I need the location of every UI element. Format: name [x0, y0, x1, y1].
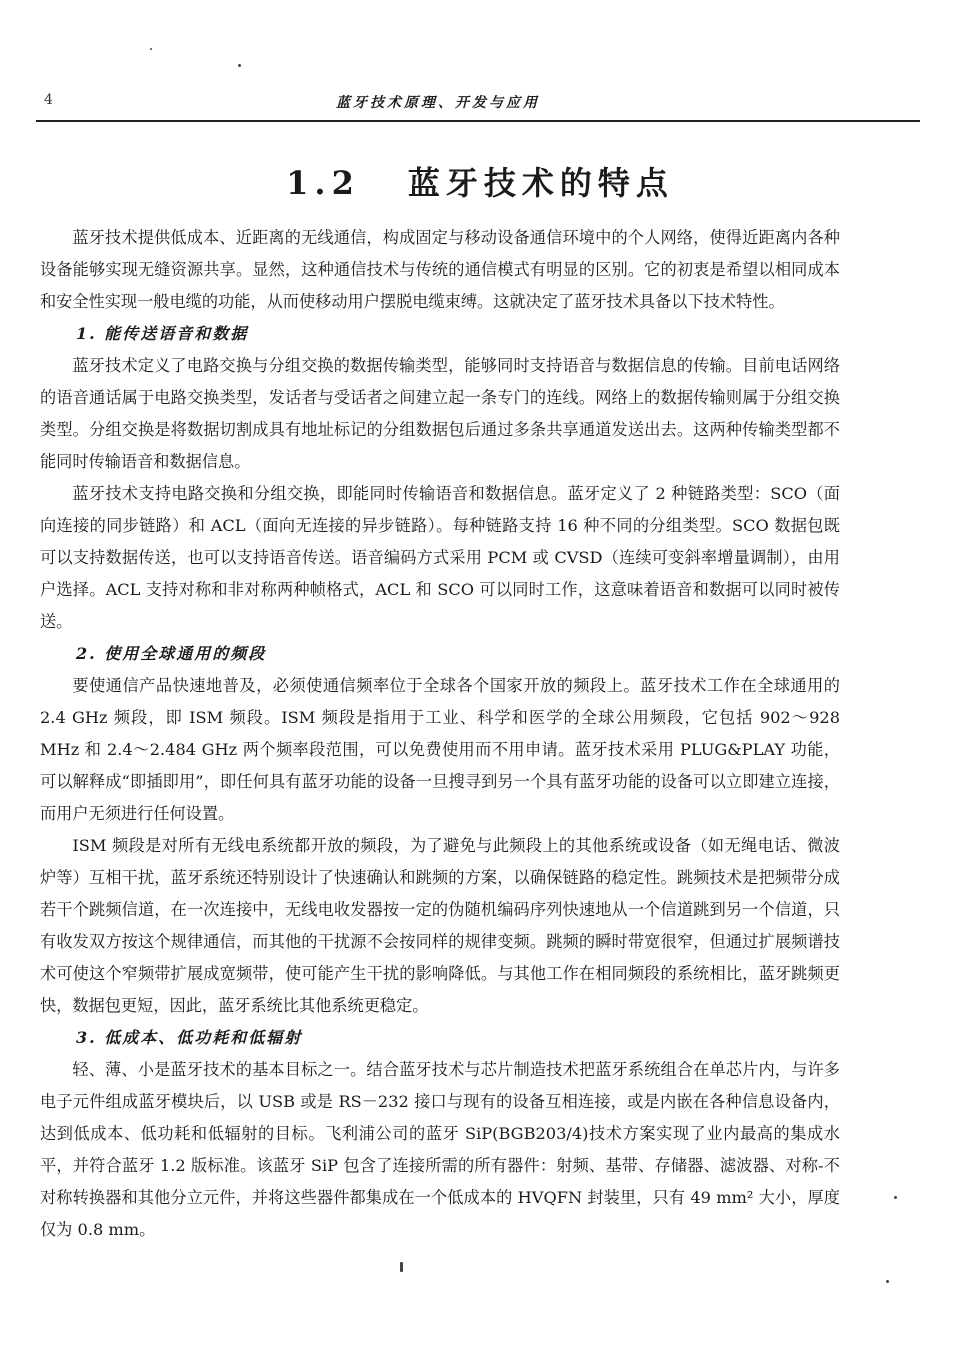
body-text: [40, 222, 840, 1246]
scan-speck: [238, 64, 241, 67]
section-title-text: 蓝牙技术的特点: [407, 164, 674, 202]
page-number: 4: [44, 92, 53, 108]
subsection-heading-1: 1. 能传送语音和数据: [76, 324, 249, 343]
page-header: [36, 84, 920, 122]
section-number: 1.2: [286, 164, 360, 202]
paragraph: 蓝牙技术支持电路交换和分组交换，即能同时传输语音和数据信息。蓝牙定义了 2 种链路类型：SCO（面向连接的同步链路）和 ACL（面向无连接的异步链路）。每种链路支持 16 种不同的分组类型。SCO 数据包既可以支持数据传送，也可以支持语音传送。语音编码方式采用 PCM 或 CVSD（连续可变斜率增量调制），由用户选择。ACL 支持对称和非对称两种帧格式，ACL 和 SCO 可以同时工作，这意味着语音和数据可以同时被传送。: [40, 484, 840, 631]
section-title: [0, 158, 960, 204]
scan-speck: [886, 1280, 889, 1283]
paragraph: 蓝牙技术定义了电路交换与分组交换的数据传输类型，能够同时支持语音与数据信息的传输。目前电话网络的语音通话属于电路交换类型，发话者与受话者之间建立起一条专门的连线。网络上的数据传输则属于分组交换类型。分组交换是将数据切割成具有地址标记的分组数据包后通过多条共享通道发送出去。这两种传输类型都不能同时传输语音和数据信息。: [40, 356, 840, 471]
scan-speck: [150, 48, 152, 50]
paragraph: 轻、薄、小是蓝牙技术的基本目标之一。结合蓝牙技术与芯片制造技术把蓝牙系统组合在单芯片内，与许多电子元件组成蓝牙模块后，以 USB 或是 RS－232 接口与现有的设备互相连接，或是内嵌在各种信息设备内，达到低成本、低功耗和低辐射的目标。飞利浦公司的蓝牙 SiP(BGB203/4)技术方案实现了业内最高的集成水平，并符合蓝牙 1.2 版标准。该蓝牙 SiP 包含了连接所需的所有器件：射频、基带、存储器、滤波器、对称-不对称转换器和其他分立元件，并将这些器件都集成在一个低成本的 HVQFN 封装里，只有 49 mm² 大小，厚度仅为 0.8 mm。: [40, 1060, 840, 1239]
subsection-heading-3: 3. 低成本、低功耗和低辐射: [76, 1028, 303, 1047]
running-title: 蓝牙技术原理、开发与应用: [336, 95, 540, 111]
scan-speck: [894, 1196, 897, 1199]
paragraph: ISM 频段是对所有无线电系统都开放的频段，为了避免与此频段上的其他系统或设备（如无绳电话、微波炉等）互相干扰，蓝牙系统还特别设计了快速确认和跳频的方案，以确保链路的稳定性。跳频技术是把频带分成若干个跳频信道，在一次连接中，无线电收发器按一定的伪随机编码序列快速地从一个信道跳到另一个信道，只有收发双方按这个规律通信，而其他的干扰源不会按同样的规律变频。跳频的瞬时带宽很窄，但通过扩展频谱技术可使这个窄频带扩展成宽频带，使可能产生干扰的影响降低。与其他工作在相同频段的系统相比，蓝牙跳频更快，数据包更短，因此，蓝牙系统比其他系统更稳定。: [40, 836, 840, 1015]
scan-speck: [400, 1262, 403, 1272]
paragraph: 要使通信产品快速地普及，必须使通信频率位于全球各个国家开放的频段上。蓝牙技术工作在全球通用的 2.4 GHz 频段，即 ISM 频段。ISM 频段是指用于工业、科学和医学的全球公用频段，它包括 902～928 MHz 和 2.4～2.484 GHz 两个频率段范围，可以免费使用而不用申请。蓝牙技术采用 PLUG&PLAY 功能，可以解释成“即插即用”，即任何具有蓝牙功能的设备一旦搜寻到另一个具有蓝牙功能的设备可以立即建立连接，而用户无须进行任何设置。: [40, 676, 840, 823]
intro-paragraph: 蓝牙技术提供低成本、近距离的无线通信，构成固定与移动设备通信环境中的个人网络，使得近距离内各种设备能够实现无缝资源共享。显然，这种通信技术与传统的通信模式有明显的区别。它的初衷是希望以相同成本和安全性实现一般电缆的功能，从而使移动用户摆脱电缆束缚。这就决定了蓝牙技术具备以下技术特性。: [40, 228, 840, 311]
subsection-heading-2: 2. 使用全球通用的频段: [76, 644, 267, 663]
